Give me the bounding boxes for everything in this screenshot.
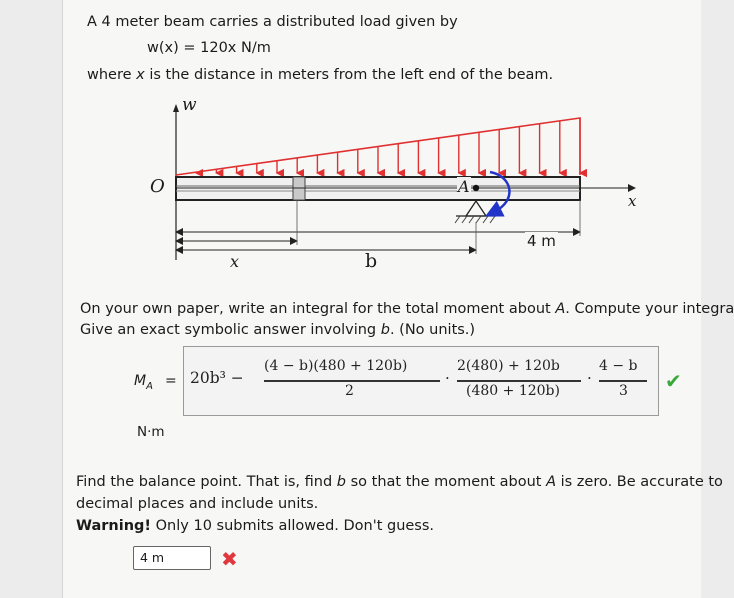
- balance-point-input[interactable]: 4 m: [133, 546, 211, 570]
- frac3-numerator: 4 − b: [599, 358, 638, 374]
- frac1-bar: [264, 380, 440, 382]
- load-equation: w(x) = 120x N/m: [147, 40, 271, 56]
- part2-instruction-2: decimal places and include units.: [76, 496, 319, 512]
- answer-term1: 20b³ −: [190, 369, 244, 387]
- frac1-numerator: (4 − b)(480 + 120b): [264, 358, 408, 374]
- cross-icon: ✖: [221, 547, 238, 571]
- warning-text: Warning! Only 10 submits allowed. Don't guess.: [76, 518, 435, 534]
- dot-1: ·: [445, 369, 450, 387]
- ground-hatch: [455, 216, 495, 223]
- frac1-denominator: 2: [345, 383, 354, 399]
- moment-answer-field[interactable]: [183, 346, 659, 416]
- w-label: w: [182, 95, 197, 115]
- dot-2: ·: [587, 369, 592, 387]
- x-axis-label: x: [628, 192, 637, 210]
- part1-instruction-1: On your own paper, write an integral for the total moment about A. Compute your integra: [80, 301, 734, 317]
- pivot-point: [473, 185, 479, 191]
- pivot-support: [466, 201, 486, 216]
- frac3-bar: [599, 380, 647, 382]
- problem-intro: A 4 meter beam carries a distributed load given by: [87, 14, 458, 30]
- frac3-denominator: 3: [619, 383, 628, 399]
- equals-sign: =: [165, 373, 177, 389]
- units-label: N·m: [137, 424, 165, 440]
- origin-label: O: [150, 176, 165, 197]
- frac2-denominator: (480 + 120b): [466, 383, 560, 399]
- b-dim-label: b: [365, 250, 378, 272]
- part1-instruction-2: Give an exact symbolic answer involving b. (No units.): [80, 322, 476, 338]
- x-dim-label: x: [230, 252, 240, 271]
- part2-instruction-1: Find the balance point. That is, find b so that the moment about A is zero. Be accurate to: [76, 474, 723, 490]
- pivot-label: A: [458, 177, 470, 196]
- frac2-numerator: 2(480) + 120b: [457, 358, 560, 374]
- frac2-bar: [457, 380, 581, 382]
- ma-label: $M_A$: [134, 373, 153, 392]
- where-text: where x is the distance in meters from the left end of the beam.: [87, 67, 554, 83]
- length-label: 4 m: [527, 232, 556, 250]
- w-axis-arrow-icon: [173, 104, 179, 112]
- check-icon: ✔: [665, 369, 682, 393]
